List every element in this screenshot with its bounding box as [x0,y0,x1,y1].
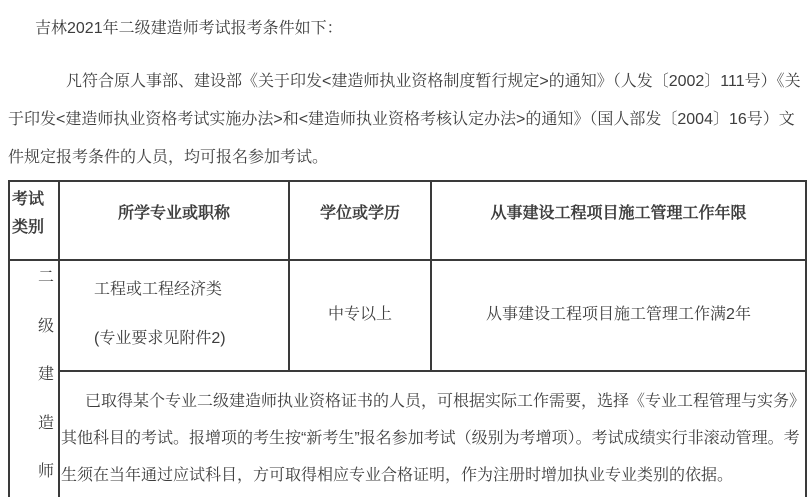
cell-additional-note: 已取得某个专业二级建造师执业资格证书的人员，可根据实际工作需要，选择《专业工程管理与实务》其他科目的考试。报增项的考生按“新考生”报名参加考试（级别为考增项）。考试成绩实行非滚动管理。考生须在当年通过应试科目，方可取得相应专业合格证明，作为注册时增加执业专业类别的依据。 [59,371,806,497]
requirements-table [8,180,807,497]
level-char: 建 [37,366,54,383]
level-char: 师 [37,463,54,480]
level-char: 级 [37,317,54,335]
level-char: 造 [37,414,54,432]
cell-degree: 中专以上 [289,260,431,371]
header-major: 所学专业或职称 [59,181,289,260]
major-line2: (专业要求见附件2) [94,330,226,347]
level-char: 二 [37,269,54,286]
cell-major [59,260,289,371]
header-exam-category: 考试类别 [9,181,59,260]
table-main-row [9,260,806,371]
policy-paragraph: 凡符合原人事部、建设部《关于印发<建造师执业资格制度暂行规定>的通知》（人发〔2002〕111号）《关于印发<建造师执业资格考试实施办法>和<建造师执业资格考核认定办法>的通知》（国人部发〔2004〕16号）文件规定报考条件的人员，均可报名参加考试。 [8,73,801,166]
table-note-row [9,371,806,497]
major-line1: 工程或工程经济类 [94,281,223,298]
exam-level-vertical-text [10,261,58,497]
cell-exam-level [9,260,59,497]
header-experience: 从事建设工程项目施工管理工作年限 [431,181,806,260]
table-header-row [9,181,806,260]
intro-paragraph: 吉林2021年二级建造师考试报考条件如下： [35,20,343,37]
cell-experience: 从事建设工程项目施工管理工作满2年 [431,260,806,371]
header-degree: 学位或学历 [289,181,431,260]
